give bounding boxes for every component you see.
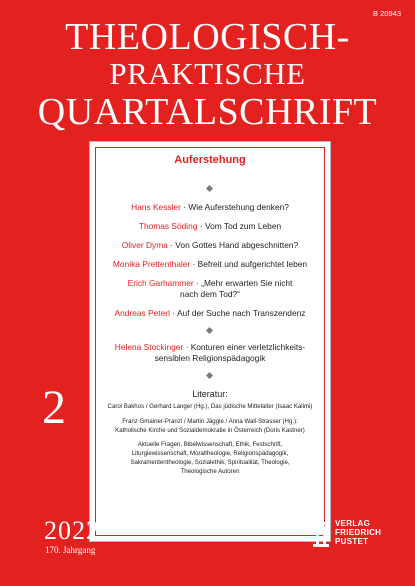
article-entry (98, 308, 322, 319)
article-title: Vom Tod zum Leben (204, 221, 282, 231)
title-line-2: PRAKTISCHE (109, 56, 306, 91)
volume-label: 170. Jahrgang (45, 545, 96, 555)
issn-label: B 20943 (373, 9, 401, 18)
article-author: Hans Kessler (131, 202, 181, 212)
publisher-line-1: VERLAG (335, 519, 371, 528)
publisher-line-3: PUSTET (335, 537, 369, 546)
literature-line: Carol Bakhos / Gerhard Langer (Hg.), Das jüdische Mittelalter (Isaac Kalimi) (107, 403, 313, 410)
article-author: Thomas Söding (138, 221, 198, 231)
article-title: Von Gottes Hand abgeschnitten? (175, 240, 299, 250)
title-line-1: THEOLOGISCH- (65, 16, 350, 58)
article-title: Konturen einer verletzlichkeits- (190, 342, 306, 352)
literature-line: Franz Gmainer-Pranzl / Martin Jäggle / Anna Wall-Strasser (Hg.): (122, 418, 298, 425)
article-entry (98, 240, 322, 251)
article-author: Monika Prettenthaler (112, 259, 191, 269)
article-entry (98, 221, 322, 232)
article-entry (98, 278, 322, 300)
title-line-3: QUARTALSCHRIFT (37, 91, 378, 133)
literature-heading: Literatur: (192, 389, 228, 399)
separator: · (199, 221, 203, 231)
article-title: „Mehr erwarten Sie nicht (201, 278, 293, 288)
issue-year: 2022 (44, 516, 100, 545)
article-title: Wie Auferstehung denken? (188, 202, 289, 212)
literature-line: Aktuelle Fragen, Bibelwissenschaft, Ethik, Festschrift, (137, 441, 283, 448)
publisher-name (335, 519, 381, 546)
article-entry (98, 202, 322, 213)
article-author: Erich Garhammer (127, 278, 194, 288)
issue-theme: Auferstehung (174, 154, 246, 166)
literature-line: Sakramententheologie, Sozialethik, Spiritualität, Theologie, (130, 459, 290, 466)
article-title-continued: nach dem Tod?“ (180, 289, 240, 299)
publisher-logo-icon (312, 518, 330, 548)
separator: · (172, 308, 176, 318)
literature-line: Liturgiewissenschaft, Moraltheologie, Religionspädagogik, (131, 450, 289, 457)
article-title-continued: sensiblen Religionspädagogik (154, 353, 266, 363)
separator: · (192, 259, 196, 269)
contents-panel (89, 141, 331, 542)
separator: · (183, 202, 187, 212)
publisher-line-2: FRIEDRICH (335, 528, 382, 537)
separator: · (170, 240, 173, 250)
literature-line: Theologische Autoren (180, 468, 240, 475)
article-entry (98, 342, 322, 364)
article-author: Helena Stockinger (114, 342, 184, 352)
article-entry (98, 259, 322, 270)
literature-line: Katholische Kirche und Sozialdemokratie in Österreich (Doris Kastner) (115, 427, 305, 434)
article-author: Oliver Dyma (121, 240, 168, 250)
separator: · (185, 342, 189, 352)
article-title: Auf der Suche nach Transzendenz (176, 308, 306, 318)
article-title: Befreit und aufgerichtet leben (197, 259, 308, 269)
article-author: Andreas Peterl (114, 308, 170, 318)
issue-number: 2 (42, 381, 66, 434)
separator: · (196, 278, 199, 288)
